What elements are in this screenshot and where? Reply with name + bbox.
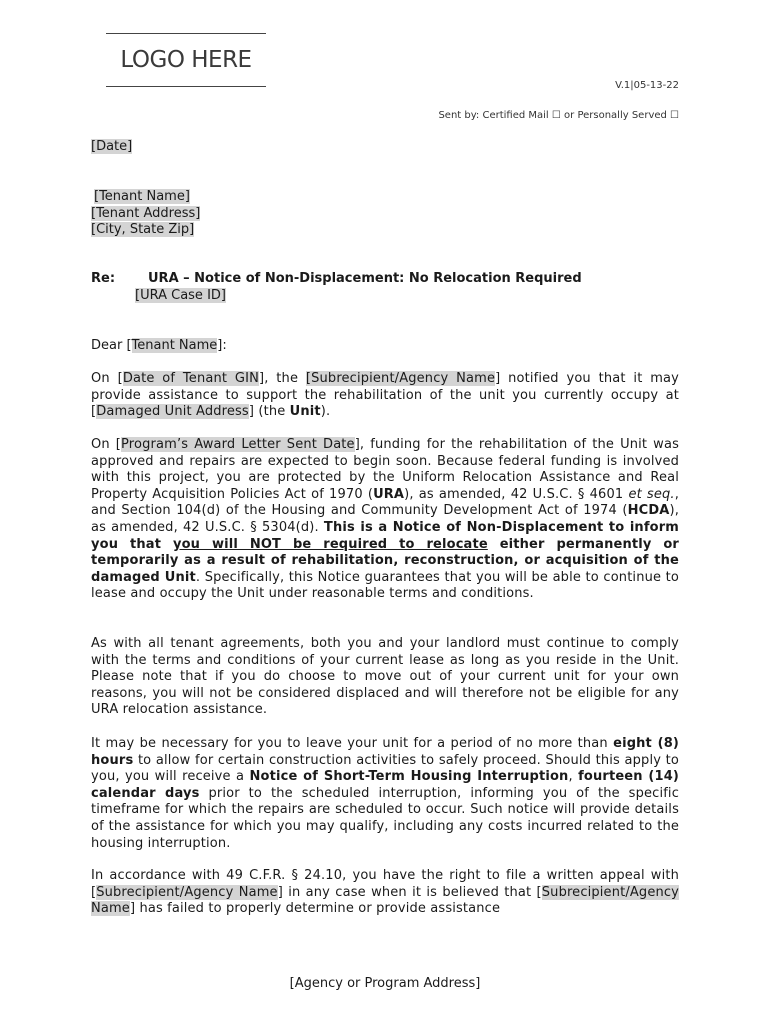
p1-text: ] (the — [248, 404, 290, 420]
salutation-name-field: Tenant Name — [131, 338, 218, 353]
notice-statement-cont: either permanently or temporarily as a result of rehabilitation, reconstruction, or acquisition of the damaged Unit — [91, 536, 679, 585]
et-seq: et seq. — [628, 486, 675, 502]
tenant-city-line — [91, 222, 194, 239]
p4-text: It may be necessary for you to leave your unit for a period of no more than — [91, 736, 614, 751]
p2-text: On [ — [91, 437, 122, 452]
p5-text: In accordance with 49 C.F.R. § 24.10, you have the right to file a written appeal with [ — [91, 868, 679, 900]
paragraph-notification — [91, 371, 679, 421]
p2-text: ], funding for the rehabilitation of the Unit was approved and repairs are expected to begin soon. Because federal funding is involved with this project, you are protected by the Uniform Relocation Assistance and Real Property Acquisition Policies Act of 1970 ( — [91, 437, 680, 502]
tenant-city-field: [City, State Zip] — [91, 222, 195, 238]
agency-name-field: Subrecipient/Agency Name — [96, 884, 278, 900]
case-id-field: [URA Case ID] — [135, 288, 226, 303]
logo-text: LOGO HERE — [120, 47, 252, 73]
ura-term: URA — [373, 486, 405, 502]
date-placeholder: [Date] — [91, 139, 133, 154]
p1-text: ], the — [259, 371, 306, 386]
footer-address: [Agency or Program Address] — [289, 976, 481, 991]
unit-address-field: Damaged Unit Address — [96, 404, 249, 420]
re-label: Re: — [91, 271, 116, 286]
notice-statement: This is a Notice of Non-Displacement to inform you that — [91, 519, 679, 552]
hcda-term: HCDA — [627, 503, 670, 519]
tenant-name-field: [Tenant Name] — [94, 189, 190, 204]
p5-text: ] in any case when it is believed that [ — [277, 884, 542, 900]
salutation-suffix: ]: — [217, 338, 227, 353]
logo-bottom-rule — [106, 86, 266, 87]
p4-text: , — [568, 769, 579, 785]
case-id-line — [135, 288, 226, 305]
p2-text: ), as amended, 42 U.S.C. § 4601 — [404, 486, 629, 502]
agency-name-field: Subrecipient/Agency Name — [91, 884, 679, 917]
p4-text: to allow for certain construction activities to safely proceed. Should this apply to you, you will receive a — [91, 752, 679, 785]
p3-text: As with all tenant agreements, both you and your landlord must continue to comply with the terms and conditions of your current lease as long as you reside in the Unit. Please note that if you do choose to move out of your current unit for your own reasons, you will not be considered displaced and will therefore not be eligible for any URA relocation assistance. — [91, 636, 679, 718]
tenant-address-line — [91, 206, 200, 223]
p1-text: ). — [320, 404, 331, 420]
date-field — [91, 139, 132, 156]
sent-by-line: Sent by: Certified Mail ☐ or Personally Served ☐ — [438, 110, 679, 121]
unit-term: Unit — [289, 404, 321, 420]
paragraph-lease — [91, 636, 679, 719]
salutation — [91, 338, 227, 355]
tenant-address-field: [Tenant Address] — [91, 205, 201, 221]
tenant-name-line — [94, 189, 190, 206]
paragraph-appeal — [91, 868, 679, 918]
p2-text: , and Section 104(d) of the Housing and Community Development Act of 1974 ( — [91, 486, 679, 519]
fourteen-days-term: fourteen (14) calendar days — [91, 769, 679, 801]
award-letter-date-field: Program’s Award Letter Sent Date — [121, 437, 355, 452]
eight-hours-term: eight (8) hours — [91, 736, 679, 768]
re-line — [91, 271, 582, 286]
agency-name-field: [Subrecipient/Agency Name — [305, 371, 496, 386]
not-required-statement: you will NOT be required to relocate — [172, 536, 488, 552]
logo — [106, 33, 266, 87]
salutation-prefix: Dear [ — [91, 338, 132, 353]
p2-text: . Specifically, this Notice guarantees that you will be able to continue to lease and occupy the Unit under reasonable terms and conditions. — [91, 569, 680, 602]
logo-top-rule — [106, 33, 266, 34]
version-label: V.1|05-13-22 — [615, 80, 679, 91]
paragraph-protection — [91, 437, 679, 603]
re-subject: URA – Notice of Non-Displacement: No Relocation Required — [148, 271, 582, 286]
short-term-notice-term: Notice of Short-Term Housing Interruption — [249, 769, 569, 785]
paragraph-interruption — [91, 736, 679, 852]
p5-text: ] has failed to properly determine or provide assistance — [129, 901, 501, 917]
p4-text: prior to the scheduled interruption, informing you of the specific timeframe for which the repairs are scheduled to occur. Such notice will provide details of the assistance for which you may qualify, including any costs incurred related to the housing interruption. — [91, 785, 679, 851]
gin-date-field: Date of Tenant GIN — [122, 371, 259, 386]
p2-text: ), as amended, 42 U.S.C. § 5304(d). — [91, 503, 679, 535]
p1-text: ] notified you that it may provide assistance to support the rehabilitation of the unit you currently occupy at [ — [91, 371, 680, 420]
p1-text: On [ — [91, 371, 123, 386]
